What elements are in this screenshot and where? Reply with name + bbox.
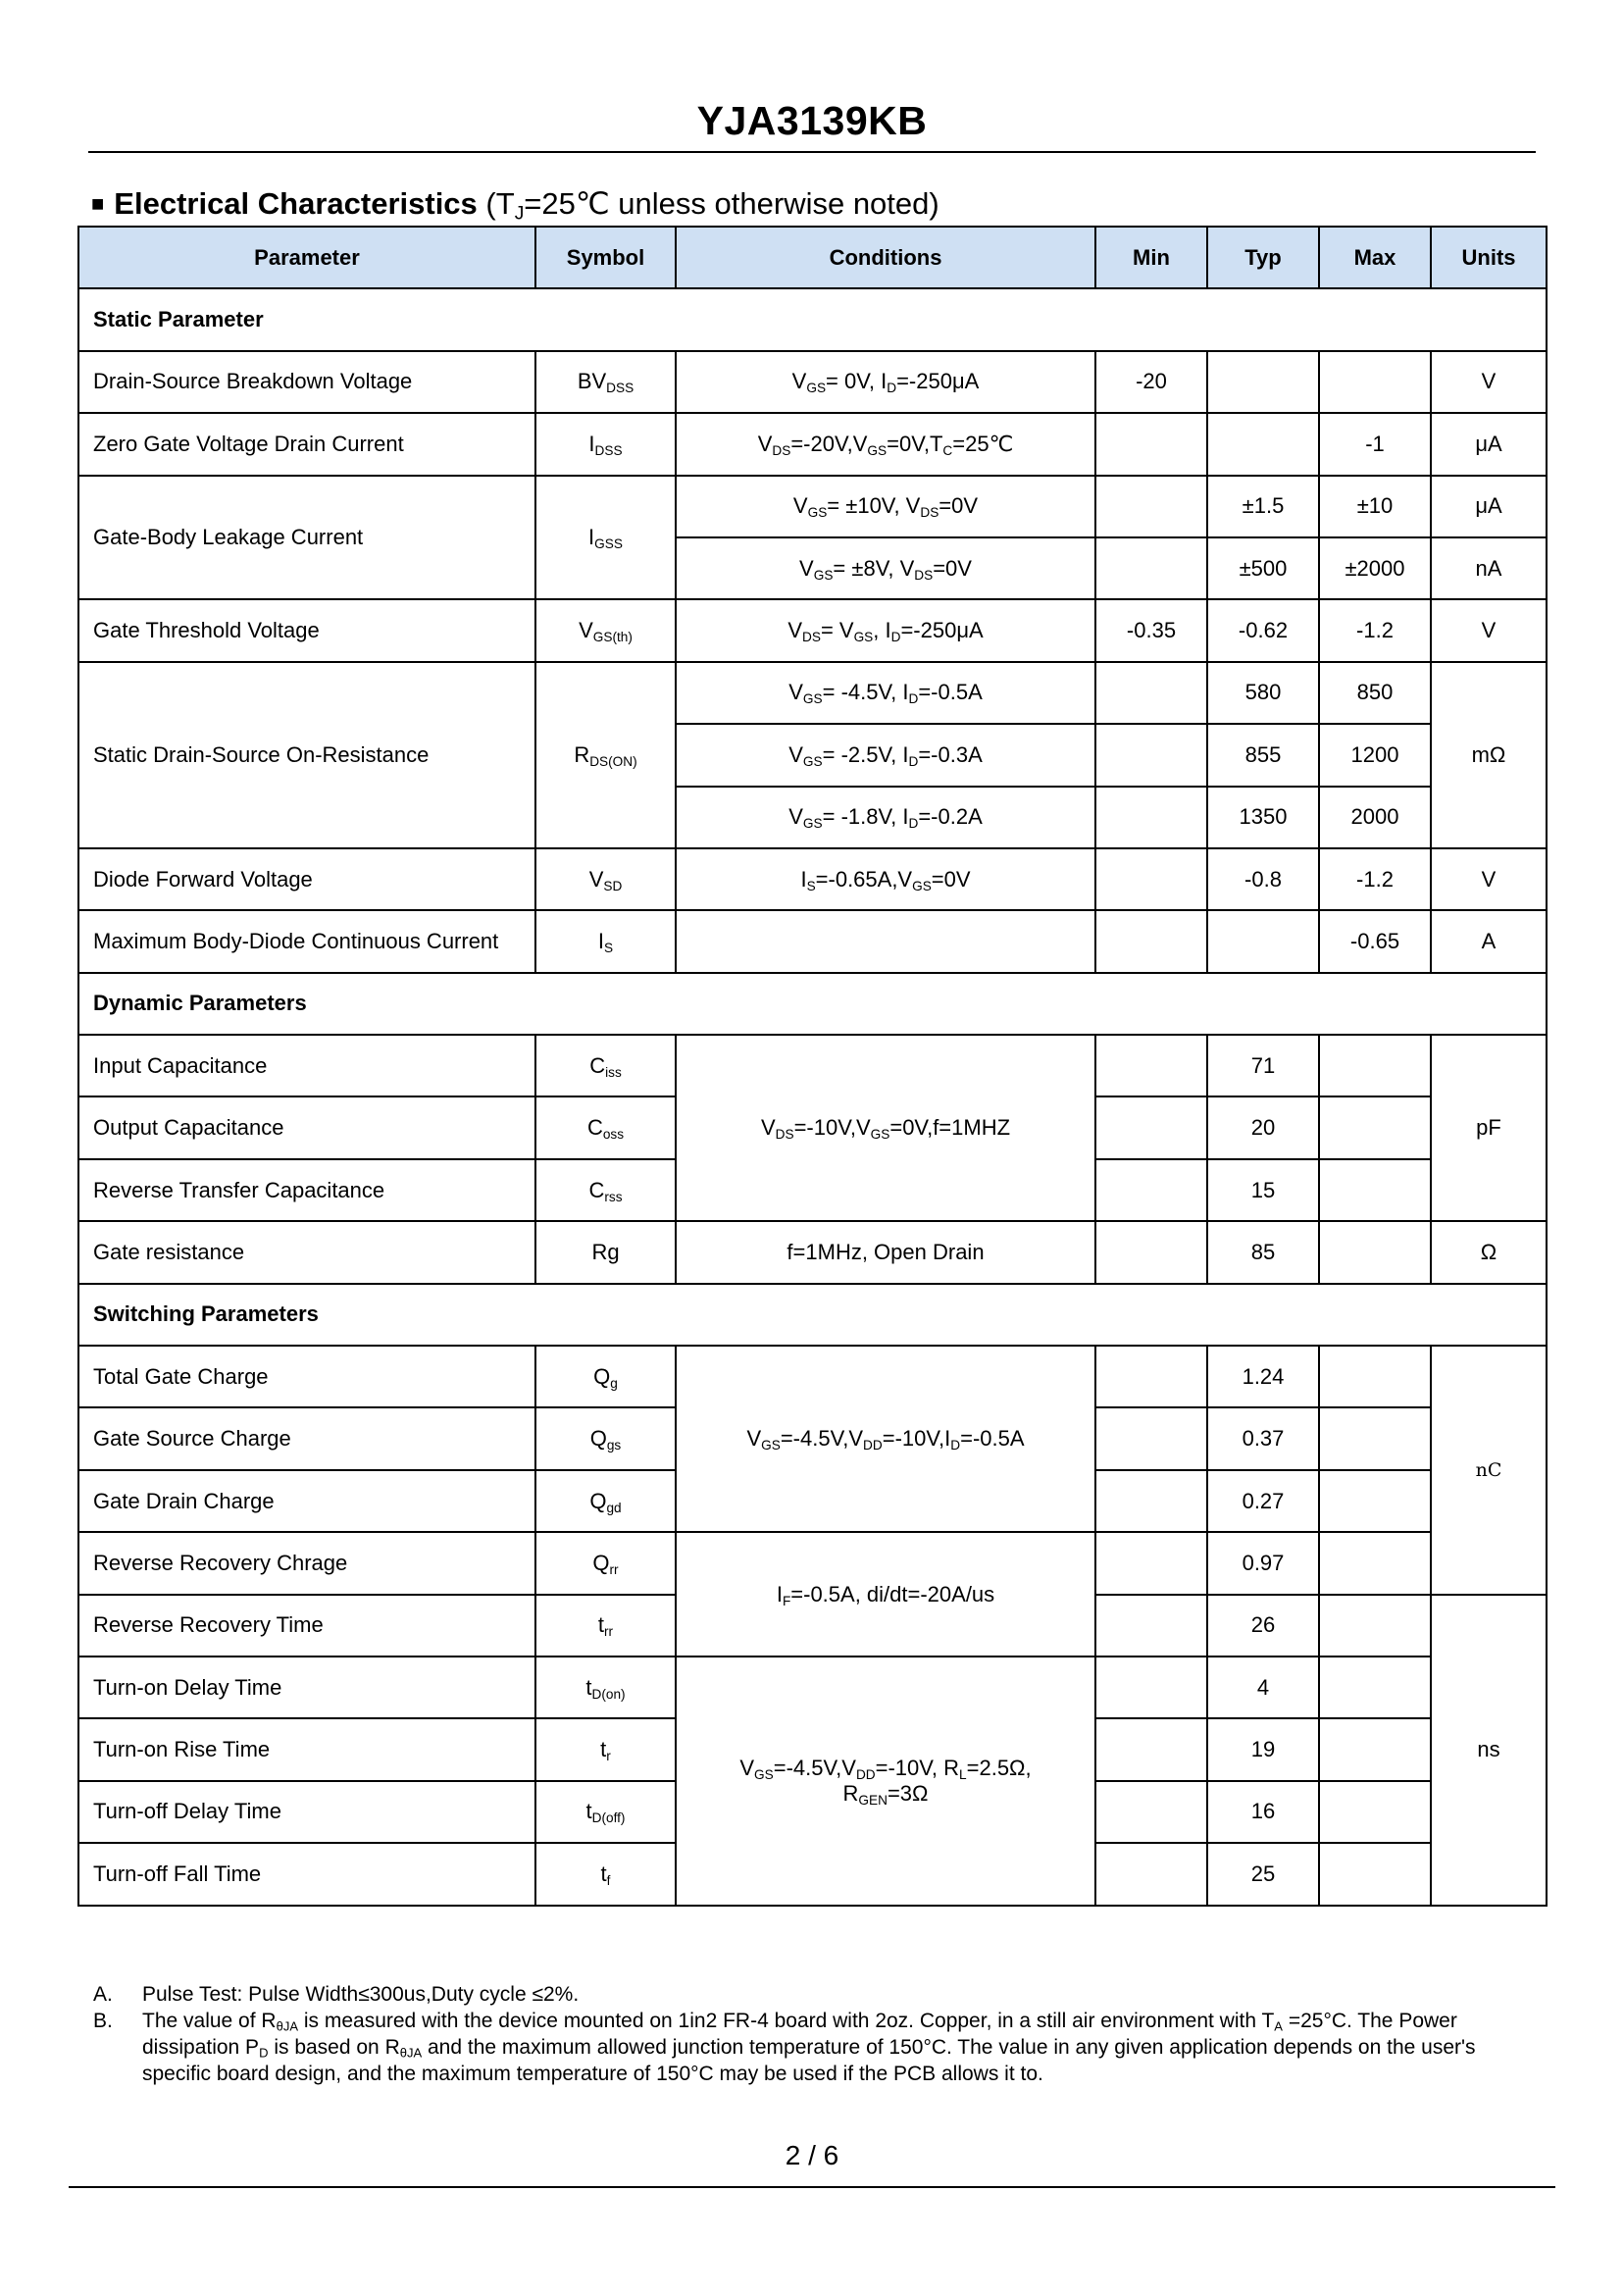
header-symbol: Symbol	[535, 227, 676, 288]
table-row: Reverse Recovery Chrage $Q_{rr}$ $I_F=-0.5A$, di/dt=-20A/us 0.97	[78, 1532, 1547, 1594]
footnotes	[93, 1981, 1515, 2087]
table-row: Reverse Recovery Time $t_{rr}$ 26 ns	[78, 1595, 1547, 1657]
section-row	[78, 1284, 1547, 1346]
table-row: $V_{GS}= -1.8V$, $I_D=-0.2A$ 1350 2000	[78, 787, 1547, 848]
header-conditions: Conditions	[676, 227, 1095, 288]
table-row: Turn-off Fall Time $t_f$ 25	[78, 1843, 1547, 1905]
table-row: Drain-Source Breakdown Voltage $BV_{DSS}$ $V_{GS}= 0V$, $I_D=-250\mu A$ -20 V	[78, 351, 1547, 413]
header-max: Max	[1319, 227, 1431, 288]
table-row: $V_{GS}= -2.5V$, $I_D=-0.3A$ 855 1200	[78, 724, 1547, 786]
table-row: Maximum Body-Diode Continuous Current $I_S$ -0.65 A	[78, 910, 1547, 972]
table-row: Turn-on Rise Time $t_r$ 19	[78, 1718, 1547, 1780]
header-typ: Typ	[1207, 227, 1319, 288]
table-row: Turn-on Delay Time $t_{D(on)}$ $V_{GS}=-4.5V,V_{DD}=-10V$, $R_L=2.5\Omega$, $R_{GEN}=3\Omega$ 4	[78, 1657, 1547, 1718]
bullet-square-icon: ■	[91, 191, 105, 216]
table-row: Zero Gate Voltage Drain Current $I_{DSS}$ $V_{DS}=-20V,V_{GS}=0V,T_C=25℃$ -1 μA	[78, 413, 1547, 475]
section-row	[78, 973, 1547, 1035]
header-rule	[88, 151, 1536, 153]
table-row: Diode Forward Voltage $V_{SD}$ $I_S=-0.65A,V_{GS}=0V$ -0.8 -1.2 V	[78, 848, 1547, 910]
header-min: Min	[1095, 227, 1207, 288]
footnote-b: B. The value of $R_{\theta JA}$ is measured with the device mounted on 1in2 FR-4 board with 2oz. Copper, in a still air environment with $T_A =25^\circ C$. The Power dissipation $P_D$ is based on $R_{\theta JA}$ and the maximum allowed junction temperature of 150°C. The value in any given application depends on the user's specific board design, and the maximum temperature of 150°C may be used if the PCB allows it to.	[93, 2010, 1476, 2085]
table-header-row	[78, 227, 1547, 288]
table-row: Gate resistance Rg f=1MHz, Open Drain 85 Ω	[78, 1221, 1547, 1283]
section-row	[78, 288, 1547, 350]
table-row: Gate-Body Leakage Current $I_{GSS}$ $V_{GS}= \pm 10V$, $V_{DS}=0V$ ±1.5 ±10 μA	[78, 476, 1547, 537]
header-units: Units	[1431, 227, 1547, 288]
table-row: Static Drain-Source On-Resistance $R_{DS(ON)}$ $V_{GS}= -4.5V$, $I_D=-0.5A$ 580 850 mΩ	[78, 662, 1547, 724]
section-heading: ■ Electrical Characteristics ($T_J=25℃$ unless otherwise noted)	[91, 186, 939, 225]
table-row: Gate Threshold Voltage $V_{GS(th)}$ $V_{DS}= V_{GS}$, $I_D=-250\mu A$ -0.35 -0.62 -1.2 V	[78, 599, 1547, 661]
footnote-a: A. Pulse Test: Pulse Width≤300us,Duty cycle ≤2%.	[93, 1983, 580, 2006]
footer-rule	[69, 2186, 1555, 2188]
table-row: Total Gate Charge $Q_g$ $V_{GS}=-4.5V,V_{DD}=-10V,I_D=-0.5A$ 1.24 nC	[78, 1346, 1547, 1407]
table-row: Output Capacitance $C_{oss}$ 20	[78, 1096, 1547, 1158]
header-parameter: Parameter	[78, 227, 535, 288]
table-row: Gate Source Charge $Q_{gs}$ 0.37	[78, 1407, 1547, 1469]
section-static: Static Parameter	[78, 288, 1547, 350]
electrical-characteristics-table	[77, 226, 1548, 1907]
table-row: Input Capacitance $C_{iss}$ $V_{DS}=-10V,V_{GS}=0V,f=1MHZ$ 71 pF	[78, 1035, 1547, 1096]
table-row: Turn-off Delay Time $t_{D(off)}$ 16	[78, 1781, 1547, 1843]
section-switching: Switching Parameters	[78, 1284, 1547, 1346]
table-row: Reverse Transfer Capacitance $C_{rss}$ 15	[78, 1159, 1547, 1221]
table-row: Gate Drain Charge $Q_{gd}$ 0.27	[78, 1470, 1547, 1532]
section-dynamic: Dynamic Parameters	[78, 973, 1547, 1035]
page-title: YJA3139KB	[696, 98, 928, 143]
page-number: 2 / 6	[785, 2140, 839, 2170]
table-row: $V_{GS}= \pm 8V$, $V_{DS}=0V$ ±500 ±2000 nA	[78, 537, 1547, 599]
